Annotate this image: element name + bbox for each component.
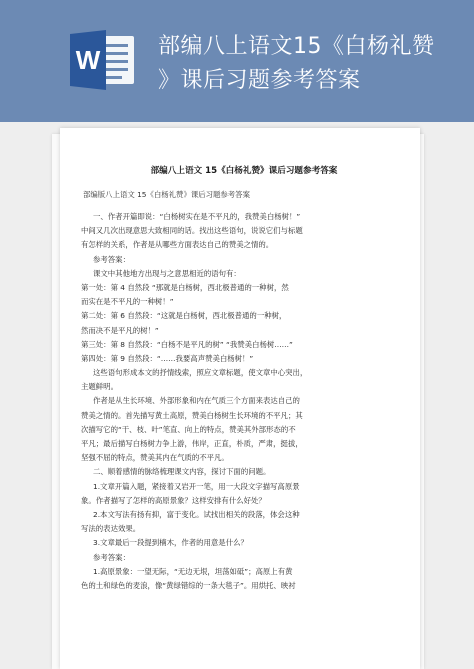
page-title: 部编八上语文 15《白杨礼赞》课后习题参考答案 bbox=[150, 166, 338, 176]
page-subtitle: 部编版八上语文 15《白杨礼赞》课后习题参考答案 bbox=[83, 190, 250, 199]
body-line: 然而决不是平凡的树！” bbox=[81, 325, 159, 335]
word-icon-letter: W bbox=[75, 45, 101, 75]
document-title-line-1: 部编八上语文15《白杨礼赞 bbox=[158, 34, 435, 59]
page-body bbox=[81, 210, 407, 593]
body-line: 赞美之情的。首先描写黄土高原，赞美白杨树生长环境的不平凡；其 bbox=[81, 410, 303, 420]
document-title-line-2: 》课后习题参考答案 bbox=[158, 68, 361, 93]
body-line: 1.文章开篇入题，紧接着又岩开一笔，用一大段文字描写高原景 bbox=[93, 481, 300, 491]
body-line: 第四处：第 9 自然段：“……我要高声赞美白杨树！” bbox=[81, 353, 254, 363]
body-line: 第三处：第 8 自然段：“白杨不是平凡的树” “我赞美白杨树……” bbox=[81, 339, 293, 349]
body-line: 这些语句形成本文的抒情线索，照应文章标题，使文章中心突出， bbox=[93, 368, 308, 378]
body-line: 而实在是不平凡的一种树！” bbox=[81, 297, 174, 307]
word-document-icon bbox=[70, 30, 136, 90]
body-line: 第一处：第 4 自然段 “那就是白杨树，西北极普通的一种树，然 bbox=[81, 282, 289, 292]
document-page bbox=[60, 128, 420, 669]
body-line: 次描写它的“干、枝、叶”笔直、向上的特点，赞美其外部形态的不 bbox=[81, 424, 296, 434]
body-line: 第二处：第 6 自然段：“这就是白杨树，西北极普通的一种树， bbox=[81, 311, 287, 321]
body-line: 作者是从生长环境、外部形象和内在气质三个方面来表达自己的 bbox=[93, 396, 300, 406]
body-line: 象。作者描写了怎样的高原景象？这样安排有什么好处？ bbox=[81, 495, 266, 505]
body-line: 课文中其他地方出现与之意思相近的语句有： bbox=[93, 268, 241, 278]
body-line: 二、顺着感情的脉络梳理课文内容，探讨下面的问题。 bbox=[93, 467, 271, 477]
body-line: 有怎样的关系，作者是从哪些方面表达自己的赞美之情的。 bbox=[81, 240, 274, 250]
body-line: 平凡；最后描写白杨树力争上游，伟岸，正直，朴质，严肃，挺拔， bbox=[81, 439, 303, 448]
body-line: 2.本文写法有扬有抑，富于变化。试找出相关的段落，体会这种 bbox=[93, 509, 300, 519]
body-line: 中间又几次出现意思大致相同的话。找出这些语句，说说它们与标题 bbox=[81, 226, 303, 236]
header-banner bbox=[0, 0, 474, 122]
body-line: 1.高原景象：一望无际，“无边无垠，坦荡如砥”；高原上有黄 bbox=[93, 566, 293, 576]
body-line: 坚强不屈的特点，赞美其内在气质的不平凡。 bbox=[81, 453, 229, 463]
body-line: 一、作者开篇即说：“白杨树实在是不平凡的，我赞美白杨树！” bbox=[93, 212, 301, 221]
body-line: 写法的表达效果。 bbox=[81, 524, 141, 534]
body-line: 色的土和绿色的麦浪，像“黄绿错综的一条大毯子”。用烘托、映衬 bbox=[81, 580, 296, 590]
body-line: 3.文章最后一段提到楠木，作者的用意是什么？ bbox=[93, 538, 248, 548]
document-title bbox=[158, 30, 458, 98]
body-line: 参考答案： bbox=[93, 552, 130, 562]
body-line: 参考答案： bbox=[93, 254, 130, 264]
body-line: 主题鲜明。 bbox=[81, 382, 118, 392]
